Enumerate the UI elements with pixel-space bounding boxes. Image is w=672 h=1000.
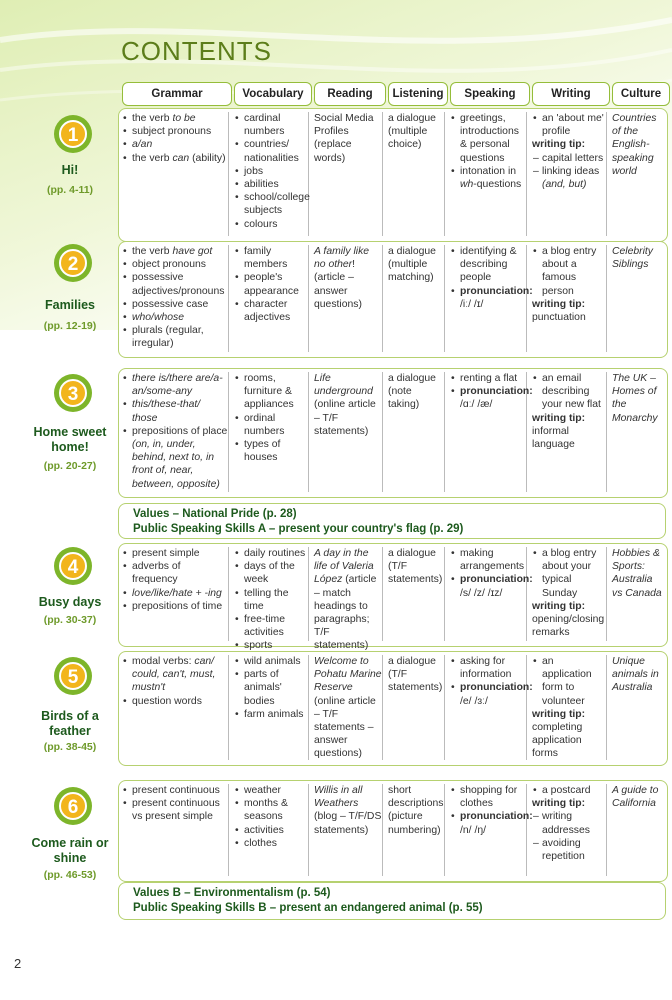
unit-2-title: Families: [44, 298, 96, 312]
unit-4-grammar-cell: • present simple • adverbs of frequency • love/like/hate + -ing • prepositions of time: [122, 547, 229, 641]
unit-1-culture-cell: Countries of the English-speaking world: [612, 113, 657, 177]
unit-4-reading-cell: A day in the life of Valeria López (article – match headings to paragraphs; T/F statements): [314, 547, 383, 641]
unit-3-writing-cell: • an email describing your new flat writing tip: informal language: [532, 372, 607, 492]
unit-1-speaking-cell: • greetings, introductions & personal questions • intonation in wh-questions: [450, 112, 527, 236]
unit-6-vocabulary-cell: • weather • months & seasons • activities • clothes: [234, 784, 309, 876]
unit-5-culture-cell: Unique animals in Australia: [612, 656, 659, 694]
unit-1-title: Hi!: [61, 163, 79, 177]
unit-1-badge: [53, 114, 93, 154]
values-b-line-2: Public Speaking Skills B – present an endangered animal (p. 55): [133, 902, 483, 914]
unit-6-badge: [53, 786, 93, 826]
unit-3-listening-cell: a dialogue (note taking): [388, 372, 445, 492]
unit-1-grammar-cell: • the verb to be • subject pronouns • a/an • the verb can (ability): [122, 112, 229, 236]
unit-4-speaking-cell: • making arrangements • pronunciation: /s/ /z/ /ɪz/: [450, 547, 527, 641]
svg-text:3: 3: [67, 384, 79, 405]
unit-4-vocabulary-cell: • daily routines • days of the week • telling the time • free-time activities • sports: [234, 547, 309, 641]
unit-6-row: [118, 780, 668, 882]
unit-1-row: [118, 108, 668, 242]
unit-4-badge: [53, 546, 93, 586]
unit-6-grammar-cell: • present continuous • present continuous vs present simple: [122, 784, 229, 876]
unit-2-badge: [53, 243, 93, 283]
column-header-listening: Listening: [388, 82, 448, 106]
unit-5-pages: (pp. 38-45): [43, 741, 97, 753]
unit-5-title: Birds of a feather: [41, 709, 99, 738]
unit-1-reading-cell: Social Media Profiles (replace words): [314, 112, 383, 236]
unit-1-writing-cell: • an 'about me' profile writing tip: – capital letters – linking ideas (and, but): [532, 112, 607, 236]
unit-4-title: Busy days: [38, 595, 102, 609]
column-header-writing: Writing: [532, 82, 610, 106]
svg-text:6: 6: [67, 797, 79, 818]
unit-3-row: [118, 368, 668, 498]
values-b-line-1: Values B – Environmentalism (p. 54): [133, 887, 331, 899]
page-number: 2: [14, 956, 22, 971]
unit-4-pages: (pp. 30-37): [43, 614, 97, 626]
values-a-line-2: Public Speaking Skills A – present your country's flag (p. 29): [133, 523, 464, 535]
unit-4-listening-cell: a dialogue (T/F statements): [388, 547, 445, 641]
unit-5-grammar-cell: • modal verbs: can/ could, can't, must, mustn't • question words: [122, 655, 229, 760]
unit-2-listening-cell: a dialogue (multiple matching): [388, 245, 445, 352]
unit-4-row: [118, 543, 668, 652]
unit-6-title: Come rain or shine: [31, 836, 109, 865]
column-header-vocabulary: Vocabulary: [234, 82, 312, 106]
unit-1-pages: (pp. 4-11): [46, 184, 94, 196]
unit-3-grammar-cell: • there is/there are/a-an/some-any • this/these-that/ those • prepositions of place (on, in, under, behind, next to, in front of, near, between, opposite): [122, 372, 229, 492]
unit-5-reading-cell: Welcome to Pohatu Marine Reserve (online article – T/F statements – answer questions): [314, 656, 382, 760]
unit-2-pages: (pp. 12-19): [43, 320, 97, 332]
unit-3-badge: [53, 373, 93, 413]
unit-4-culture-cell: Hobbies & Sports: Australia vs Canada: [612, 548, 662, 599]
svg-text:5: 5: [67, 667, 79, 688]
unit-3-title: Home sweet home!: [33, 425, 107, 454]
unit-5-vocabulary-cell: • wild animals • parts of animals' bodies • farm animals: [234, 655, 309, 760]
unit-3-vocabulary-cell: • rooms, furniture & appliances • ordinal numbers • types of houses: [234, 372, 309, 492]
unit-6-culture-cell: A guide to California: [612, 785, 659, 810]
unit-5-row: [118, 651, 668, 766]
column-header-grammar: Grammar: [122, 82, 232, 106]
unit-3-reading-cell: Life underground (online article – T/F statements): [314, 372, 383, 492]
unit-2-writing-cell: • a blog entry about a famous person writing tip: punctuation: [532, 245, 607, 352]
unit-2-row: [118, 241, 668, 358]
unit-5-writing-cell: • an application form to volunteer writing tip: completing application forms: [532, 655, 607, 760]
unit-6-writing-cell: • a postcard writing tip: – writing addresses – avoiding repetition: [532, 784, 607, 876]
svg-text:4: 4: [67, 557, 79, 578]
unit-2-vocabulary-cell: • family members • people's appearance • character adjectives: [234, 245, 309, 352]
column-header-speaking: Speaking: [450, 82, 530, 106]
unit-2-speaking-cell: • identifying & describing people • pronunciation: /iː/ /ɪ/: [450, 245, 527, 352]
unit-2-reading-cell: A family like no other! (article – answer questions): [314, 245, 383, 352]
unit-2-culture-cell: Celebrity Siblings: [612, 246, 653, 271]
unit-4-writing-cell: • a blog entry about your typical Sunday writing tip: opening/closing remarks: [532, 547, 607, 641]
unit-5-listening-cell: a dialogue (T/F statements): [388, 655, 445, 760]
values-a-line-1: Values – National Pride (p. 28): [133, 508, 297, 520]
unit-2-grammar-cell: • the verb have got • object pronouns • possessive adjectives/pronouns • possessive case • who/whose • plurals (regular, irregular): [122, 245, 229, 352]
page-title: CONTENTS: [121, 36, 272, 66]
unit-1-listening-cell: a dialogue (multiple choice): [388, 112, 445, 236]
column-header-reading: Reading: [314, 82, 386, 106]
unit-6-pages: (pp. 46-53): [43, 869, 97, 881]
unit-6-speaking-cell: • shopping for clothes • pronunciation: /n/ /ŋ/: [450, 784, 527, 876]
unit-3-speaking-cell: • renting a flat • pronunciation: /ɑː/ /æ/: [450, 372, 527, 492]
unit-6-listening-cell: short descriptions (picture numbering): [388, 784, 445, 876]
svg-text:1: 1: [67, 125, 79, 146]
svg-text:2: 2: [67, 254, 79, 275]
values-a-box: [118, 503, 666, 539]
unit-5-speaking-cell: • asking for information • pronunciation: /e/ /ɜː/: [450, 655, 527, 760]
column-header-culture: Culture: [612, 82, 670, 106]
unit-3-pages: (pp. 20-27): [43, 460, 97, 472]
unit-1-vocabulary-cell: • cardinal numbers • countries/ nationalities • jobs • abilities • school/college subjects • colours: [234, 112, 309, 236]
unit-6-reading-cell: Willis in all Weathers (blog – T/F/DS statements): [314, 784, 383, 876]
unit-3-culture-cell: The UK – Homes of the Monarchy: [612, 373, 658, 424]
values-b-box: [118, 882, 666, 920]
unit-5-badge: [53, 656, 93, 696]
